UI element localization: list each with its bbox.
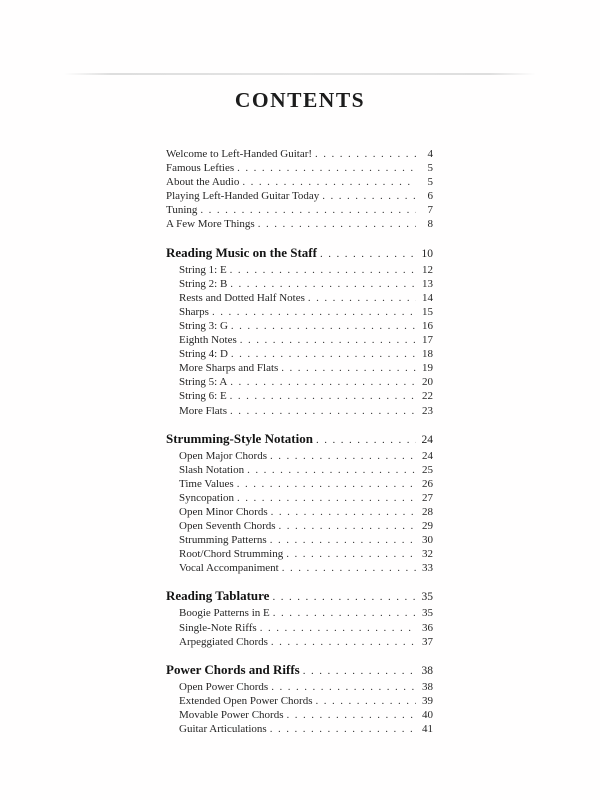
page-number: 18 [422, 348, 433, 361]
toc-entry-label: Famous Lefties [166, 162, 235, 175]
dot-leader [287, 708, 417, 722]
toc-entry [166, 217, 433, 231]
toc-entry [166, 449, 433, 463]
page-number: 36 [422, 621, 433, 634]
dot-leader [231, 347, 416, 361]
toc-entry-label: Open Power Chords [179, 680, 269, 693]
dot-leader [308, 291, 416, 305]
toc-entry-label: String 4: D [179, 348, 228, 361]
toc-entry [166, 505, 433, 519]
page-number: 35 [422, 607, 433, 620]
toc-entry [166, 708, 433, 722]
dot-leader [279, 519, 416, 533]
dot-leader [260, 621, 416, 635]
dot-leader [316, 430, 416, 449]
toc-entry-label: More Sharps and Flats [179, 362, 279, 375]
toc-entry-label: String 6: E [179, 390, 227, 403]
page-number: 19 [422, 362, 433, 375]
dot-leader [271, 505, 416, 519]
toc-section [166, 244, 433, 418]
toc-entry-label: Single-Note Riffs [179, 621, 257, 634]
page-number: 38 [421, 664, 433, 677]
page-number: 29 [422, 520, 433, 533]
toc-section-title: Reading Tablature [166, 588, 270, 604]
page-number: 6 [427, 190, 433, 203]
dot-leader [240, 333, 416, 347]
toc-section-header [166, 587, 433, 606]
toc-entry-label: Eighth Notes [179, 334, 237, 347]
dot-leader [286, 547, 416, 561]
toc-entry [166, 389, 433, 403]
toc-entry [166, 147, 433, 161]
toc-entry-label: A Few More Things [166, 218, 255, 231]
toc-entry-label: Open Major Chords [179, 449, 267, 462]
toc-entry [166, 175, 433, 189]
toc-entry [166, 561, 433, 575]
dot-leader [281, 361, 416, 375]
toc-entry-label: Movable Power Chords [179, 708, 284, 721]
toc-entry [166, 491, 433, 505]
toc-entry-label: String 3: G [179, 319, 228, 332]
dot-leader [315, 147, 416, 161]
toc-section-title: Reading Music on the Staff [166, 244, 317, 260]
toc-entry [166, 189, 433, 203]
toc-entry [166, 606, 433, 620]
toc-entry-label: String 5: A [179, 376, 228, 389]
dot-leader [270, 533, 416, 547]
dot-leader [230, 404, 416, 418]
toc-entry [166, 277, 433, 291]
toc-section-header [166, 430, 433, 449]
dot-leader [258, 217, 416, 231]
page-number: 26 [422, 477, 433, 490]
toc-entry-label: Open Seventh Chords [179, 520, 276, 533]
toc-entry-label: Welcome to Left-Handed Guitar! [166, 148, 313, 160]
toc-section-header [166, 661, 433, 680]
page-number: 23 [422, 404, 433, 417]
page-number: 10 [421, 247, 433, 260]
toc-entry [166, 375, 433, 389]
page-number: 14 [422, 291, 433, 304]
toc-entry [166, 319, 433, 333]
page-number: 40 [422, 708, 433, 721]
dot-leader [273, 606, 416, 620]
page-number: 12 [422, 263, 433, 276]
dot-leader [247, 463, 416, 477]
toc-entry-label: Time Values [179, 477, 234, 490]
page-number: 20 [422, 376, 433, 389]
page-number: 22 [422, 390, 433, 403]
toc-entry-label: Syncopation [179, 491, 234, 504]
page-number: 27 [422, 491, 433, 504]
toc-entry [166, 404, 433, 418]
dot-leader [230, 263, 416, 277]
toc-entry [166, 463, 433, 477]
page-number: 41 [422, 723, 433, 735]
page-number: 38 [422, 680, 433, 693]
toc-entry [166, 161, 433, 175]
dot-leader [322, 189, 416, 203]
toc-section [166, 661, 433, 736]
dot-leader [230, 375, 416, 389]
dot-leader [200, 203, 416, 217]
toc-entry [166, 291, 433, 305]
toc-section [166, 587, 433, 648]
dot-leader [303, 661, 416, 680]
page-number: 33 [422, 562, 433, 575]
toc-entry [166, 361, 433, 375]
toc-section [166, 430, 433, 576]
page-number: 17 [422, 334, 433, 347]
toc-entry-label: Sharps [179, 305, 209, 318]
page-number: 5 [427, 176, 433, 189]
toc-entry [166, 635, 433, 649]
toc [166, 147, 433, 736]
toc-entry-label: Boogie Patterns in E [179, 607, 270, 620]
dot-leader [212, 305, 416, 319]
toc-entry-label: Guitar Articulations [179, 723, 267, 735]
toc-entry [166, 621, 433, 635]
header-rule [64, 73, 536, 75]
toc-entry [166, 547, 433, 561]
toc-entry-label: Rests and Dotted Half Notes [179, 291, 305, 304]
page-number: 16 [422, 319, 433, 332]
page-number: 39 [422, 694, 433, 707]
dot-leader [282, 561, 416, 575]
toc-section-header [166, 244, 433, 263]
dot-leader [237, 491, 416, 505]
toc-entry-label: String 2: B [179, 277, 228, 290]
toc-entry-label: About the Audio [166, 176, 240, 189]
toc-entry-label: Playing Left-Handed Guitar Today [166, 190, 320, 203]
page-number: 32 [422, 548, 433, 561]
toc-entry [166, 694, 433, 708]
toc-entry-label: Vocal Accompaniment [179, 562, 279, 575]
toc-entry-label: String 1: E [179, 263, 227, 276]
page-number: 30 [422, 534, 433, 547]
toc-entry [166, 680, 433, 694]
toc-entry-label: Open Minor Chords [179, 505, 268, 518]
page-number: 4 [427, 148, 433, 160]
page-number: 24 [422, 449, 433, 462]
toc-entry [166, 519, 433, 533]
page-number: 35 [421, 591, 433, 604]
dot-leader [237, 161, 416, 175]
dot-leader [231, 319, 416, 333]
dot-leader [316, 694, 416, 708]
toc-entry [166, 347, 433, 361]
page-number: 5 [427, 162, 433, 175]
toc-entry-label: Extended Open Power Chords [179, 694, 313, 707]
toc-entry [166, 333, 433, 347]
dot-leader [272, 587, 416, 606]
dot-leader [320, 244, 416, 263]
page-number: 28 [422, 505, 433, 518]
dot-leader [270, 722, 416, 736]
page-title: CONTENTS [234, 88, 366, 113]
toc-entry-label: Arpeggiated Chords [179, 635, 268, 648]
toc-entry-label: Root/Chord Strumming [179, 548, 284, 561]
toc-section-title: Strumming-Style Notation [166, 430, 313, 446]
toc-entry-label: More Flats [179, 404, 227, 417]
dot-leader [270, 449, 416, 463]
toc-entry [166, 305, 433, 319]
toc-entry-label: Strumming Patterns [179, 534, 267, 547]
page-number: 13 [422, 277, 433, 290]
dot-leader [242, 175, 416, 189]
toc-entry [166, 203, 433, 217]
toc-entry [166, 533, 433, 547]
dot-leader [237, 477, 416, 491]
dot-leader [230, 277, 416, 291]
toc-entry [166, 477, 433, 491]
toc-entry [166, 722, 433, 736]
page-number: 24 [421, 433, 433, 446]
page-number: 37 [422, 635, 433, 648]
dot-leader [271, 635, 416, 649]
dot-leader [230, 389, 416, 403]
toc-entry-label: Slash Notation [179, 463, 245, 476]
page-number: 25 [422, 463, 433, 476]
page-number: 8 [427, 218, 433, 231]
dot-leader [271, 680, 416, 694]
toc-section [166, 147, 433, 232]
toc-entry-label: Tuning [166, 204, 198, 217]
toc-section-title: Power Chords and Riffs [166, 661, 300, 677]
toc-entry [166, 263, 433, 277]
page-number: 7 [427, 204, 433, 217]
page-number: 15 [422, 305, 433, 318]
